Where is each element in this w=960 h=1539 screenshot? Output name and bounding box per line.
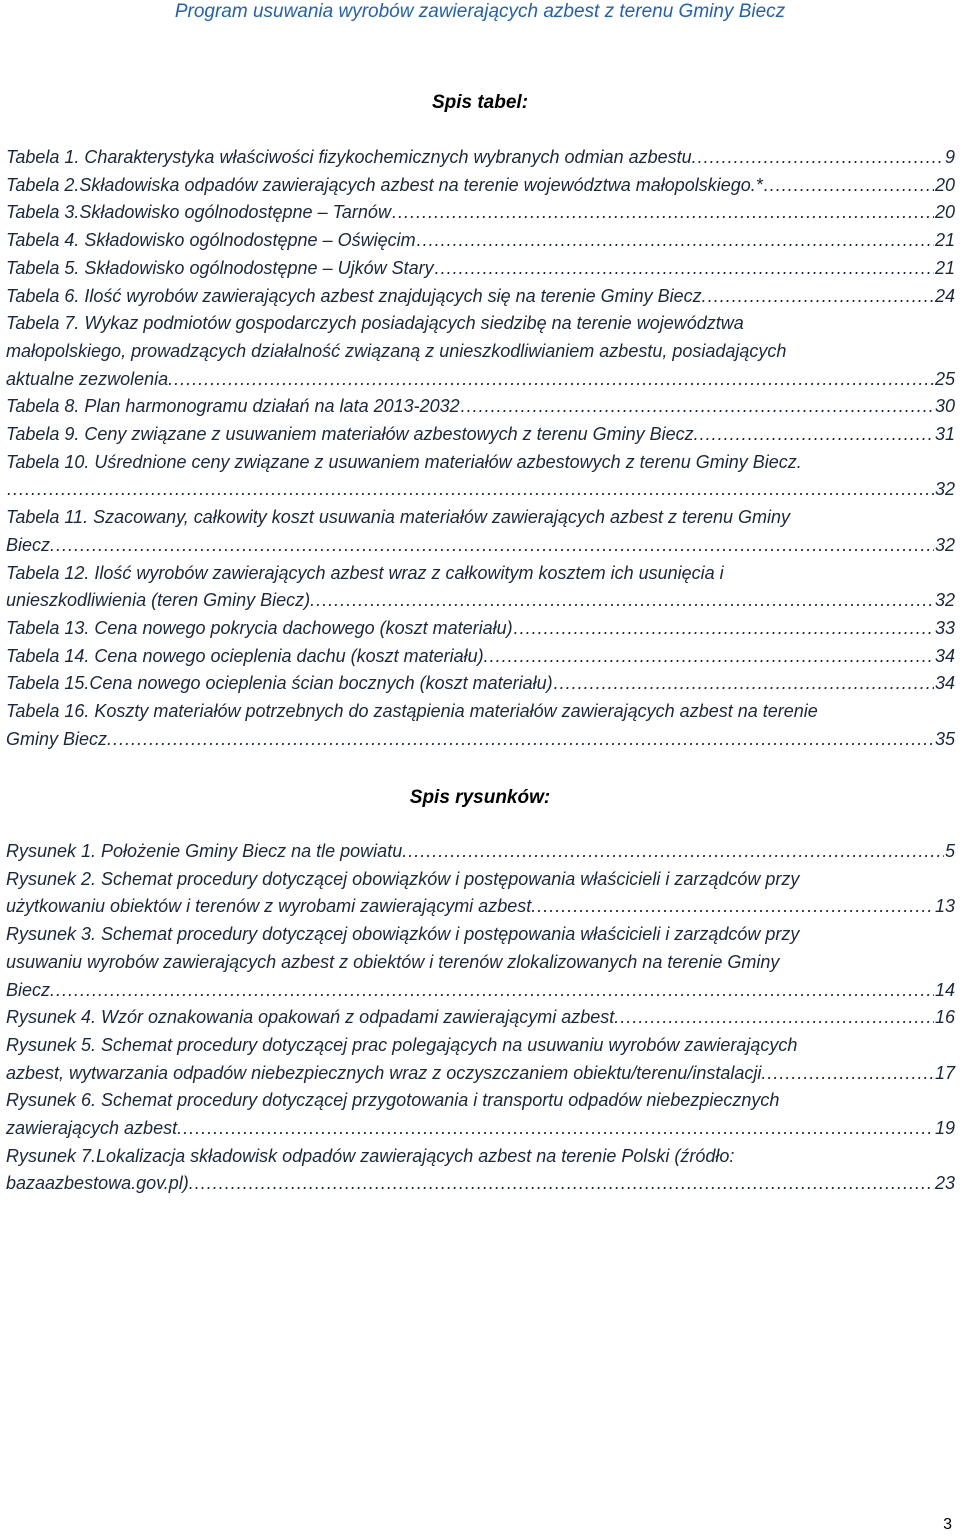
- figure-entry[interactable]: [6, 1087, 955, 1142]
- table-entry[interactable]: [6, 172, 955, 200]
- table-entry-text: Tabela 12. Ilość wyrobów zawierających azbest wraz z całkowitym kosztem ich usunięcia i: [6, 562, 724, 583]
- figure-entry-text: Rysunek 1. Położenie Gminy Biecz na tle powiatu.: [6, 841, 408, 861]
- table-entry[interactable]: [6, 698, 955, 753]
- table-entry-text: Tabela 1. Charakterystyka właściwości fizykochemicznych wybranych odmian azbestu.: [6, 147, 697, 167]
- figure-entry-page: 5: [944, 841, 955, 861]
- table-entry-page: 34: [934, 673, 955, 694]
- figure-entry[interactable]: [6, 838, 955, 866]
- table-entry-text: Tabela 13. Cena nowego pokrycia dachowego (koszt materiału): [6, 617, 513, 638]
- figure-entry-text: Biecz.: [6, 979, 56, 1000]
- running-header: Program usuwania wyrobów zawierających azbest z terenu Gminy Biecz: [174, 1, 786, 22]
- table-entry[interactable]: [6, 504, 955, 559]
- table-entry-text: Tabela 2.Składowiska odpadów zawierających azbest na terenie województwa małopolskiego.*: [6, 174, 763, 195]
- table-entry-page: 34: [934, 645, 955, 666]
- tables-list: [6, 144, 955, 753]
- dot-leader: [435, 255, 934, 283]
- figure-entry-text: bazaazbestowa.gov.pl).: [6, 1173, 194, 1194]
- dot-leader: [7, 476, 934, 504]
- table-entry-page: 30: [934, 396, 955, 417]
- dot-leader: [700, 421, 934, 449]
- dot-leader: [183, 1115, 934, 1143]
- table-entry-page: 33: [934, 617, 955, 638]
- table-entry[interactable]: [6, 393, 955, 421]
- table-entry-text: Tabela 7. Wykaz podmiotów gospodarczych posiadających siedzibę na terenie województwa: [6, 313, 744, 334]
- table-entry-text: Tabela 5. Składowisko ogólnodostępne – Ujków Stary: [6, 257, 434, 278]
- table-entry-page: 21: [934, 257, 955, 278]
- figure-entry-page: 23: [934, 1173, 955, 1194]
- figure-entry-text: Rysunek 7.Lokalizacja składowisk odpadów zawierających azbest na terenie Polski (źródło:: [6, 1145, 735, 1166]
- figure-entry-page: 16: [934, 1007, 955, 1028]
- table-entry-text: Tabela 9. Ceny związane z usuwaniem materiałów azbestowych z terenu Gminy Biecz.: [6, 424, 699, 445]
- figure-entry-text: Rysunek 3. Schemat procedury dotyczącej obowiązków i postępowania właścicieli i zarządców przy: [6, 924, 800, 945]
- table-entry[interactable]: [6, 643, 955, 671]
- table-entry[interactable]: [6, 449, 955, 504]
- table-entry-page: 21: [934, 230, 955, 251]
- figure-entry-text: Rysunek 6. Schemat procedury dotyczącej przygotowania i transportu odpadów niebezpiecznych: [6, 1090, 780, 1111]
- figure-entry-text: zawierających azbest.: [6, 1118, 183, 1139]
- figure-entry-text: użytkowaniu obiektów i terenów z wyrobami zawierającymi azbest.: [6, 896, 537, 917]
- table-entry-text: Tabela 15.Cena nowego ocieplenia ścian bocznych (koszt materiału): [6, 673, 553, 694]
- table-entry-text: małopolskiego, prowadzących działalność związaną z unieszkodliwianiem azbestu, posiadających: [6, 340, 787, 361]
- figure-entry-text: Rysunek 2. Schemat procedury dotyczącej obowiązków i postępowania właścicieli i zarządców przy: [6, 868, 800, 889]
- figure-entry-page: 17: [934, 1062, 955, 1083]
- figure-entry[interactable]: [6, 866, 955, 921]
- table-entry-text: Biecz.: [6, 534, 56, 555]
- dot-leader: [514, 615, 934, 643]
- table-entry-page: 32: [934, 479, 955, 500]
- table-entry-text: Tabela 3.Składowisko ogólnodostępne – Tarnów: [6, 202, 391, 223]
- table-entry-text: Tabela 6. Ilość wyrobów zawierających azbest znajdujących się na terenie Gminy Biecz.: [6, 285, 707, 306]
- table-entry[interactable]: [6, 227, 955, 255]
- table-entry[interactable]: [6, 310, 955, 393]
- dot-leader: [408, 838, 944, 866]
- dot-leader: [113, 726, 934, 754]
- dot-leader: [490, 643, 934, 671]
- figure-entry-page: 13: [934, 896, 955, 917]
- table-entry[interactable]: [6, 144, 955, 172]
- table-entry-page: 9: [944, 147, 955, 167]
- dot-leader: [461, 393, 934, 421]
- table-entry-page: 31: [934, 424, 955, 445]
- dot-leader: [767, 1060, 934, 1088]
- table-entry-text: Gminy Biecz.: [6, 728, 113, 749]
- table-entry[interactable]: [6, 283, 955, 311]
- figure-entry-text: Rysunek 5. Schemat procedury dotyczącej prac polegających na usuwaniu wyrobów zawierających: [6, 1034, 798, 1055]
- table-entry[interactable]: [6, 421, 955, 449]
- dot-leader: [708, 283, 934, 311]
- dot-leader: [392, 199, 934, 227]
- table-entry-text: Tabela 16. Koszty materiałów potrzebnych do zastąpienia materiałów zawierających azbest na terenie: [6, 701, 818, 722]
- table-entry[interactable]: [6, 255, 955, 283]
- figure-entry-text: Rysunek 4. Wzór oznakowania opakowań z odpadami zawierającymi azbest.: [6, 1007, 620, 1028]
- dot-leader: [56, 532, 934, 560]
- dot-leader: [316, 587, 934, 615]
- figure-entry-text: azbest, wytwarzania odpadów niebezpiecznych wraz z oczyszczaniem obiektu/terenu/instalacji.: [6, 1062, 767, 1083]
- table-entry-text: Tabela 8. Plan harmonogramu działań na lata 2013-2032: [6, 396, 460, 417]
- dot-leader: [620, 1004, 934, 1032]
- figure-entry-text: usuwaniu wyrobów zawierających azbest z obiektów i terenów zlokalizowanych na terenie Gminy: [6, 951, 780, 972]
- dot-leader: [698, 144, 944, 172]
- table-entry-page: 25: [934, 368, 955, 389]
- table-entry-page: 35: [934, 728, 955, 749]
- figure-entry-page: 19: [934, 1118, 955, 1139]
- dot-leader: [417, 227, 934, 255]
- table-entry-text: unieszkodliwienia (teren Gminy Biecz).: [6, 590, 316, 611]
- dot-leader: [56, 977, 934, 1005]
- table-entry[interactable]: [6, 615, 955, 643]
- table-entry[interactable]: [6, 670, 955, 698]
- table-entry-text: Tabela 11. Szacowany, całkowity koszt usuwania materiałów zawierających azbest z terenu Gminy: [6, 507, 791, 528]
- table-entry-text: aktualne zezwolenia.: [6, 368, 174, 389]
- table-entry-text: Tabela 10. Uśrednione ceny związane z usuwaniem materiałów azbestowych z terenu Gminy Biecz.: [6, 451, 802, 472]
- dot-leader: [174, 366, 934, 394]
- table-entry-page: 32: [934, 534, 955, 555]
- figure-entry[interactable]: [6, 1032, 955, 1087]
- table-entry-page: 20: [934, 174, 955, 195]
- table-entry-page: 24: [934, 285, 955, 306]
- table-entry[interactable]: [6, 199, 955, 227]
- figure-entry[interactable]: [6, 1004, 955, 1032]
- figure-entry[interactable]: [6, 1143, 955, 1198]
- figure-entry-page: 14: [934, 979, 955, 1000]
- dot-leader: [195, 1170, 934, 1198]
- table-entry-text: Tabela 4. Składowisko ogólnodostępne – Oświęcim: [6, 230, 416, 251]
- figures-list: [6, 838, 955, 1198]
- table-entry-text: Tabela 14. Cena nowego ocieplenia dachu (koszt materiału).: [6, 645, 489, 666]
- dot-leader: [537, 893, 934, 921]
- table-entry-page: 32: [934, 590, 955, 611]
- tables-heading: Spis tabel:: [431, 92, 529, 113]
- figure-entry[interactable]: [6, 921, 955, 1004]
- table-entry[interactable]: [6, 560, 955, 615]
- dot-leader: [554, 670, 934, 698]
- dot-leader: [764, 172, 934, 200]
- table-entry-page: 20: [934, 202, 955, 223]
- figures-heading: Spis rysunków:: [409, 787, 551, 808]
- page-number: 3: [943, 1516, 952, 1533]
